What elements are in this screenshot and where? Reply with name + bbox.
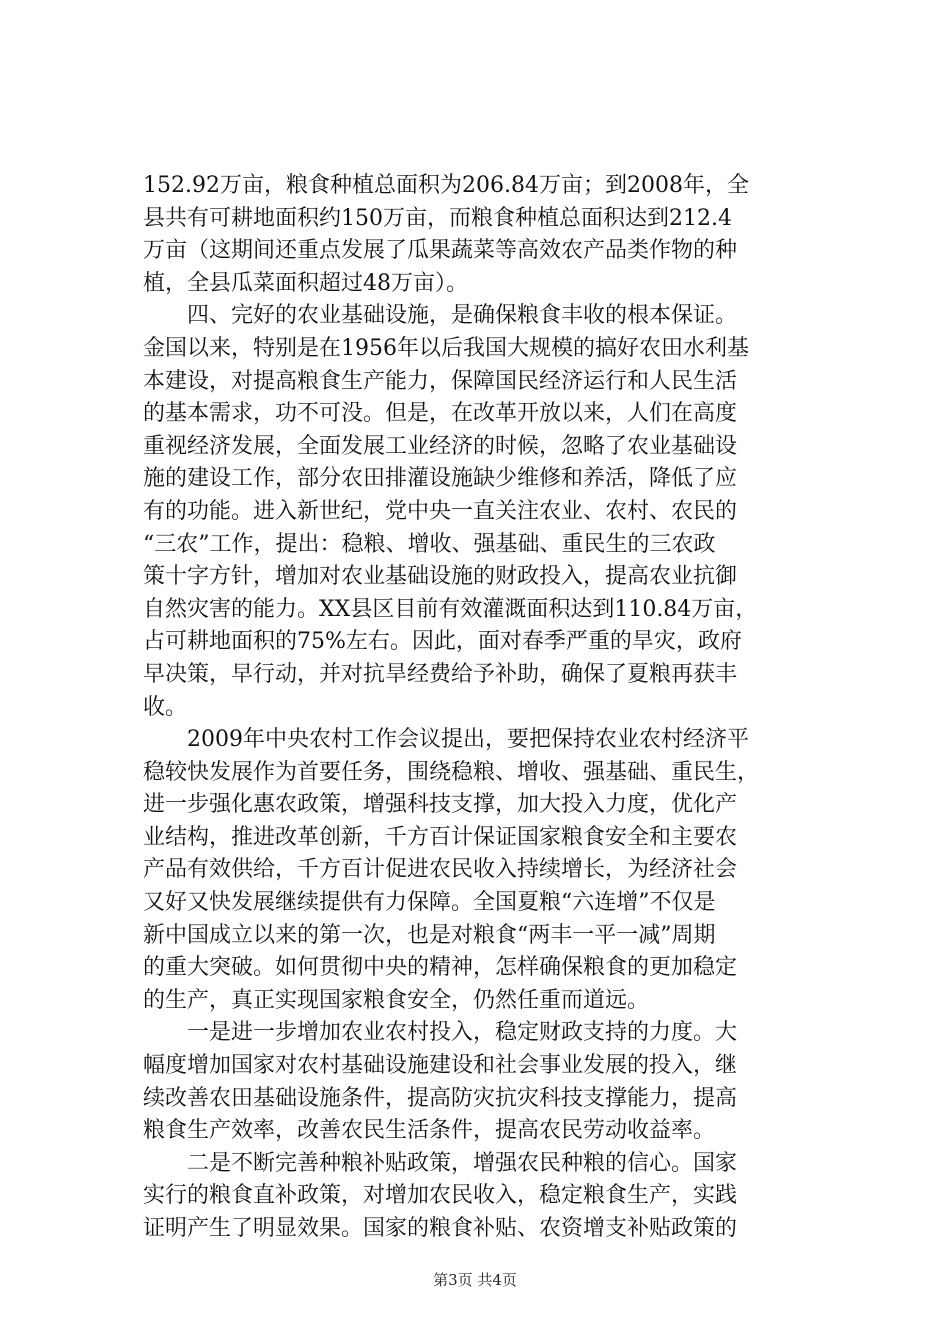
text-line: 2009年中央农村工作会议提出，要把保持农业农村经济平 xyxy=(187,727,749,753)
text-line: 二是不断完善种粮补贴政策，增强农民种粮的信心。国家 xyxy=(187,1150,738,1176)
text-line: 重视经济发展，全面发展工业经济的时候，忽略了农业基础设 xyxy=(143,433,738,459)
text-line: 的基本需求，功不可没。但是，在改革开放以来，人们在高度 xyxy=(143,401,738,427)
text-line: “三农”工作，提出：稳粮、增收、强基础、重民生的三农政 xyxy=(143,531,716,557)
paragraph-1 xyxy=(143,170,843,300)
text-line: 占可耕地面积的75%左右。因此，面对春季严重的旱灾，政府 xyxy=(143,629,742,655)
text-line: 本建设，对提高粮食生产能力，保障国民经济运行和人民生活 xyxy=(143,368,738,394)
text-line: 的重大突破。如何贯彻中央的精神，怎样确保粮食的更加稳定 xyxy=(143,955,738,981)
text-line: 又好又快发展继续提供有力保障。全国夏粮“六连增”不仅是 xyxy=(143,890,716,916)
text-line: 自然灾害的能力。XX县区目前有效灌溉面积达到110.84万亩， xyxy=(143,596,758,622)
text-line: 实行的粮食直补政策，对增加农民收入，稳定粮食生产，实践 xyxy=(143,1183,738,1209)
text-line: 证明产生了明显效果。国家的粮食补贴、农资增支补贴政策的 xyxy=(143,1216,738,1241)
text-line: 幅度增加国家对农村基础设施建设和社会事业发展的投入，继 xyxy=(143,1053,738,1079)
page-footer xyxy=(0,1270,950,1290)
document-body xyxy=(143,170,843,1246)
page-number: 第3页 共4页 xyxy=(433,1271,517,1289)
text-line: 产品有效供给，千方百计促进农民收入持续增长，为经济社会 xyxy=(143,857,738,883)
text-line: 万亩（这期间还重点发展了瓜果蔬菜等高效农产品类作物的种 xyxy=(143,238,738,264)
text-line: 一是进一步增加农业农村投入，稳定财政支持的力度。大 xyxy=(187,1020,738,1046)
text-line: 县共有可耕地面积约150万亩，而粮食种植总面积达到212.4 xyxy=(143,205,732,231)
paragraph-3 xyxy=(143,724,843,1017)
text-line: 新中国成立以来的第一次，也是对粮食“两丰一平一减”周期 xyxy=(143,922,716,948)
paragraph-5 xyxy=(143,1148,843,1246)
text-line: 金国以来，特别是在1956年以后我国大规模的搞好农田水利基 xyxy=(143,335,749,361)
text-line: 稳较快发展作为首要任务，围绕稳粮、增收、强基础、重民生， xyxy=(143,759,760,785)
text-line: 四、完好的农业基础设施，是确保粮食丰收的根本保证。 xyxy=(187,303,738,329)
text-line: 有的功能。进入新世纪，党中央一直关注农业、农村、农民的 xyxy=(143,498,738,524)
text-line: 策十字方针，增加对农业基础设施的财政投入，提高农业抗御 xyxy=(143,564,738,590)
text-line: 152.92万亩，粮食种植总面积为206.84万亩；到2008年，全 xyxy=(143,173,749,198)
text-line: 施的建设工作，部分农田排灌设施缺少维修和养活，降低了应 xyxy=(143,466,738,492)
paragraph-4 xyxy=(143,1017,843,1147)
paragraph-2 xyxy=(143,300,843,724)
text-line: 收。 xyxy=(143,694,188,720)
text-line: 业结构，推进改革创新，千方百计保证国家粮食安全和主要农 xyxy=(143,824,738,850)
text-line: 早决策，早行动，并对抗旱经费给予补助，确保了夏粮再获丰 xyxy=(143,661,738,687)
text-line: 植，全县瓜菜面积超过48万亩）。 xyxy=(143,270,468,296)
text-line: 的生产，真正实现国家粮食安全，仍然任重而道远。 xyxy=(143,987,650,1013)
text-line: 续改善农田基础设施条件，提高防灾抗灾科技支撑能力，提高 xyxy=(143,1085,738,1111)
text-line: 进一步强化惠农政策，增强科技支撑，加大投入力度，优化产 xyxy=(143,792,738,818)
text-line: 粮食生产效率，改善农民生活条件，提高农民劳动收益率。 xyxy=(143,1118,716,1144)
